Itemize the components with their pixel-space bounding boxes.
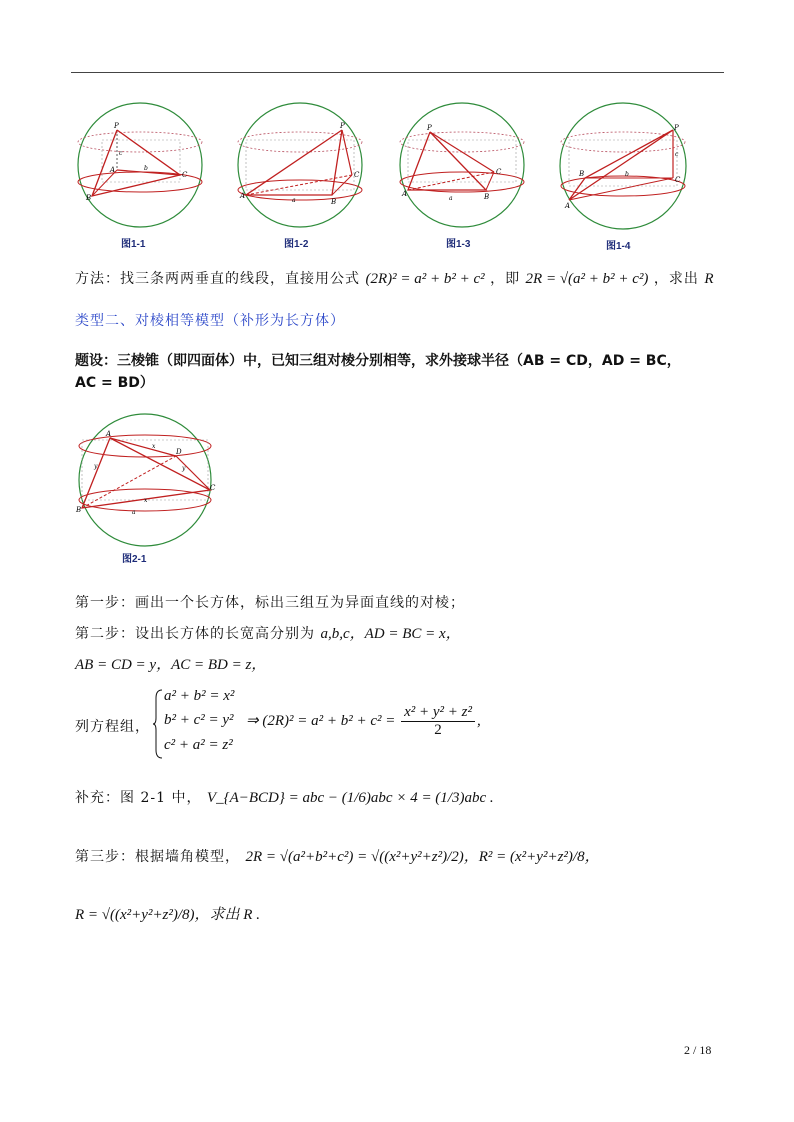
- equation-2: b² + c² = y²: [164, 712, 234, 728]
- svg-text:y: y: [182, 465, 186, 472]
- figure-1-2-caption: 图1-2: [284, 239, 309, 250]
- step-2-line-2: AB = CD = y，AC = BD = z，: [75, 657, 267, 673]
- svg-text:x: x: [144, 497, 148, 504]
- supplement-line: [75, 787, 494, 807]
- method-r: R: [704, 271, 714, 287]
- svg-text:P: P: [114, 122, 119, 130]
- supplement-formula: V_{A−BCD} = abc − (1/6)abc × 4 = (1/3)abc .: [206, 790, 494, 806]
- figure-1-3-caption: 图1-3: [446, 239, 471, 250]
- svg-text:B: B: [76, 506, 82, 514]
- final-formula: R = √((x²+y²+z²)/8)，求出 R .: [75, 907, 260, 923]
- method-line: [75, 268, 714, 288]
- method-mid: ，即: [490, 271, 521, 287]
- equation-result: ⇒ (2R)² = a² + b² + c² = $\frac{\text{x² + y² + z²}}{2}$ ,: [246, 704, 481, 738]
- method-formula-2: 2R = √(a² + b² + c²): [525, 271, 649, 287]
- svg-text:C: C: [675, 176, 681, 184]
- method-formula: (2R)² = a² + b² + c²: [365, 271, 485, 287]
- svg-text:B: B: [331, 198, 337, 206]
- svg-text:A: A: [402, 190, 408, 198]
- svg-text:B: B: [86, 194, 92, 202]
- svg-text:a: a: [449, 195, 453, 202]
- figure-2-1-caption: 图2-1: [122, 554, 147, 565]
- equations-label: 列方程组，: [75, 719, 150, 735]
- supplement-prefix: 补充：图 2-1 中，: [75, 790, 202, 806]
- equation-3: c² + a² = z²: [164, 737, 233, 753]
- figure-1-4-caption: 图1-4: [606, 241, 631, 252]
- svg-text:P: P: [340, 122, 345, 130]
- page-number: 2 / 18: [684, 1043, 712, 1057]
- svg-text:C: C: [182, 171, 188, 179]
- method-prefix: 方法：找三条两两垂直的线段，直接用公式: [75, 271, 360, 287]
- problem-line-2: AC = BD）: [75, 375, 154, 391]
- equation-brace: [152, 688, 164, 760]
- step-2: [75, 622, 461, 643]
- svg-text:P: P: [674, 124, 679, 132]
- figure-1-1-diagram: [72, 100, 208, 230]
- equation-result-lhs: ⇒ (2R)² = a² + b² + c² =: [246, 712, 396, 729]
- step-2-vars: a,b,c，AD = BC = x，: [320, 626, 461, 642]
- header-rule: [71, 72, 724, 73]
- svg-text:C: C: [354, 171, 360, 179]
- svg-text:D: D: [176, 448, 182, 456]
- step-1: 第一步：画出一个长方体，标出三组互为异面直线的对棱；: [75, 595, 465, 611]
- svg-text:a: a: [132, 509, 136, 516]
- svg-text:A: A: [110, 166, 116, 174]
- method-suffix: ，求出: [653, 271, 699, 287]
- step-3: [75, 845, 600, 866]
- figure-1-2-diagram: [232, 100, 368, 230]
- svg-text:A: A: [240, 192, 246, 200]
- equation-1: a² + b² = x²: [164, 688, 235, 704]
- svg-text:C: C: [496, 168, 502, 176]
- fraction-denominator: 2: [434, 722, 442, 738]
- svg-text:x: x: [152, 443, 156, 450]
- fraction-numerator: x² + y² + z²: [401, 704, 475, 722]
- type2-heading: 类型二、对棱相等模型（补形为长方体）: [75, 313, 345, 329]
- figure-1-1-caption: 图1-1: [121, 239, 146, 250]
- svg-text:b: b: [625, 171, 629, 178]
- svg-text:c: c: [675, 151, 679, 158]
- svg-text:A: A: [106, 430, 112, 438]
- equation-result-fraction: [401, 704, 475, 739]
- svg-text:y: y: [94, 463, 98, 470]
- step-2-prefix: 第二步：设出长方体的长宽高分别为: [75, 626, 315, 642]
- svg-text:B: B: [484, 193, 490, 201]
- step-3-prefix: 第三步：根据墙角模型，: [75, 849, 240, 865]
- svg-text:a: a: [292, 197, 296, 204]
- svg-text:b: b: [144, 165, 148, 172]
- figure-2-1-diagram: [72, 410, 218, 550]
- svg-text:B: B: [579, 170, 585, 178]
- figure-1-4-diagram: [555, 100, 691, 232]
- svg-text:P: P: [427, 124, 432, 132]
- figure-1-3-diagram: [394, 100, 530, 230]
- problem-line-1: 题设：三棱锥（即四面体）中，已知三组对棱分别相等，求外接球半径（AB = CD，AD = BC，: [75, 353, 681, 369]
- svg-text:C: C: [210, 484, 216, 492]
- step-3-formula: 2R = √(a²+b²+c²) = √((x²+y²+z²)/2)，R² = (x²+y²+z²)/8，: [245, 849, 600, 865]
- svg-text:A: A: [565, 202, 571, 210]
- svg-text:c: c: [119, 150, 123, 157]
